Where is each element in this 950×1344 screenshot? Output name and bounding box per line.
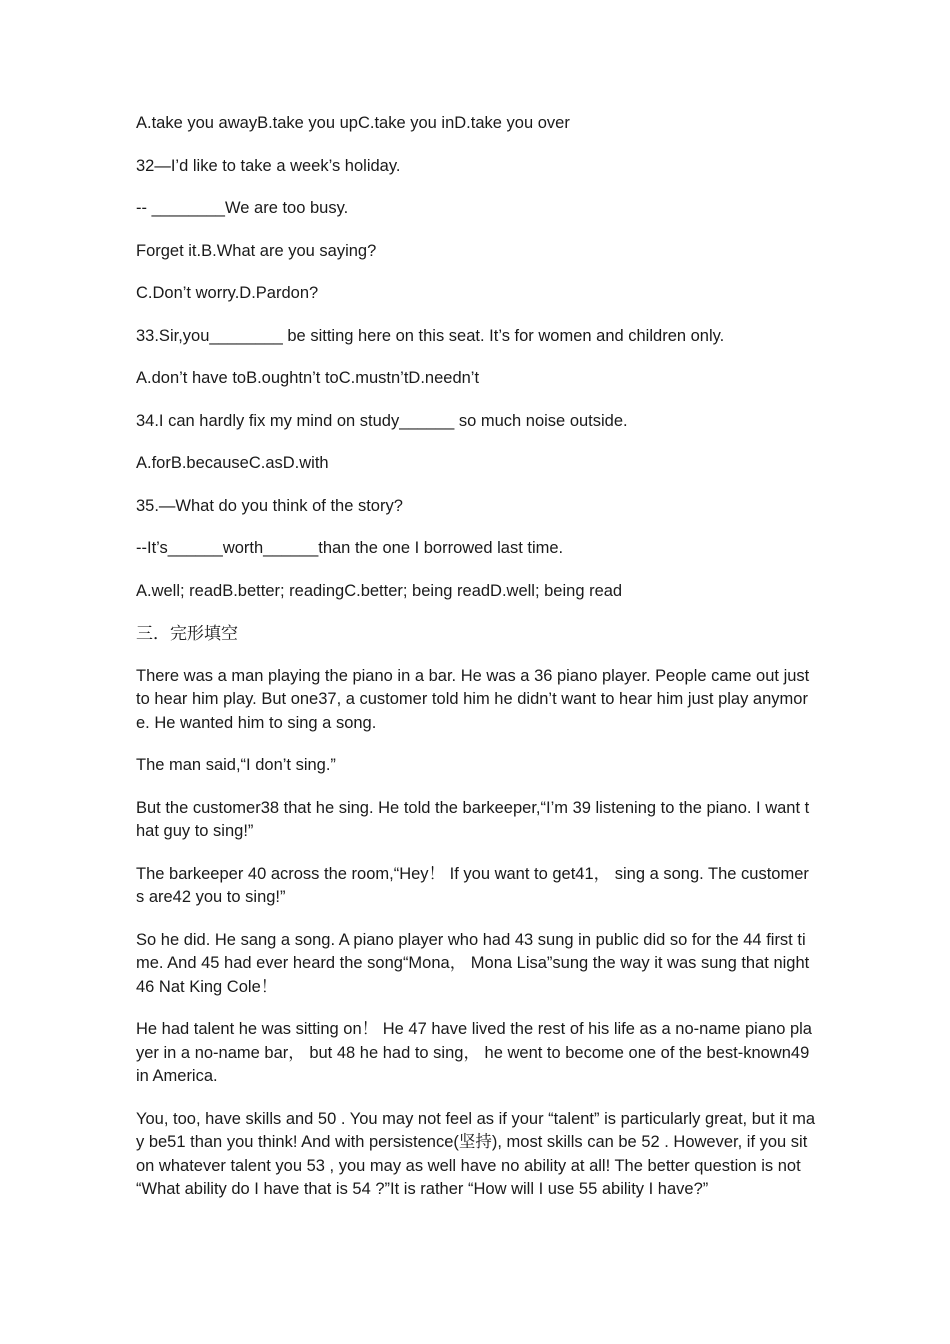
question-35-reply: --It’s______worth______than the one I borrowed last time.	[136, 539, 564, 557]
cloze-paragraph-3: But the customer38 that he sing. He told the barkeeper,“I’m 39 listening to the piano. I want that guy to sing!”	[136, 798, 810, 840]
question-32: 32—I’d like to take a week’s holiday.	[136, 156, 401, 175]
option-line-32b: C.Don’t worry.D.Pardon?	[136, 284, 319, 302]
cloze-paragraph-2: The man said,“I don’t sing.”	[136, 756, 336, 774]
document-page	[136, 112, 816, 1221]
question-33: 33.Sir,you________ be sitting here on this seat. It’s for women and children only.	[136, 326, 725, 345]
cloze-paragraph-7: You, too, have skills and 50 . You may not feel as if your “talent” is particularly great, but it may be51 than you think! And with persistence(坚持), most skills can be 52 . However, if you sit on whatever talent you 53 , you may as well have no ability at all! The better question is not “What ability do I have that is 54 ?”It is rather “How will I use 55 ability I have?”	[136, 1109, 816, 1198]
section-heading-cloze: 三．完形填空	[136, 624, 238, 643]
question-32-reply: -- ________We are too busy.	[136, 199, 349, 217]
cloze-paragraph-1: There was a man playing the piano in a bar. He was a 36 piano player. People came out just to hear him play. But one37, a customer told him he didn’t want to hear him just play anymore. He wanted him to sing a song.	[136, 666, 810, 732]
option-line-32a: Forget it.B.What are you saying?	[136, 241, 377, 260]
cloze-paragraph-5: So he did. He sang a song. A piano player who had 43 sung in public did so for the 44 first time. And 45 had ever heard the song“Mona， Mona Lisa”sung the way it was sung that night 46 Nat King Cole！	[136, 930, 810, 996]
question-34: 34.I can hardly fix my mind on study______ so much noise outside.	[136, 411, 628, 430]
option-line-35: A.well; readB.better; readingC.better; being readD.well; being read	[136, 581, 623, 600]
cloze-paragraph-6: He had talent he was sitting on！ He 47 have lived the rest of his life as a no-name piano player in a no-name bar， but 48 he had to sing， he went to become one of the best-known49 in America.	[136, 1020, 812, 1085]
option-line-33: A.don’t have toB.oughtn’t toC.mustn’tD.needn’t	[136, 369, 480, 387]
option-line-31: A.take you awayB.take you upC.take you inD.take you over	[136, 114, 570, 132]
question-35: 35.—What do you think of the story?	[136, 496, 403, 515]
option-line-34: A.forB.becauseC.asD.with	[136, 454, 329, 472]
cloze-paragraph-4: The barkeeper 40 across the room,“Hey！ If you want to get41， sing a song. The customers are42 you to sing!”	[136, 864, 809, 906]
